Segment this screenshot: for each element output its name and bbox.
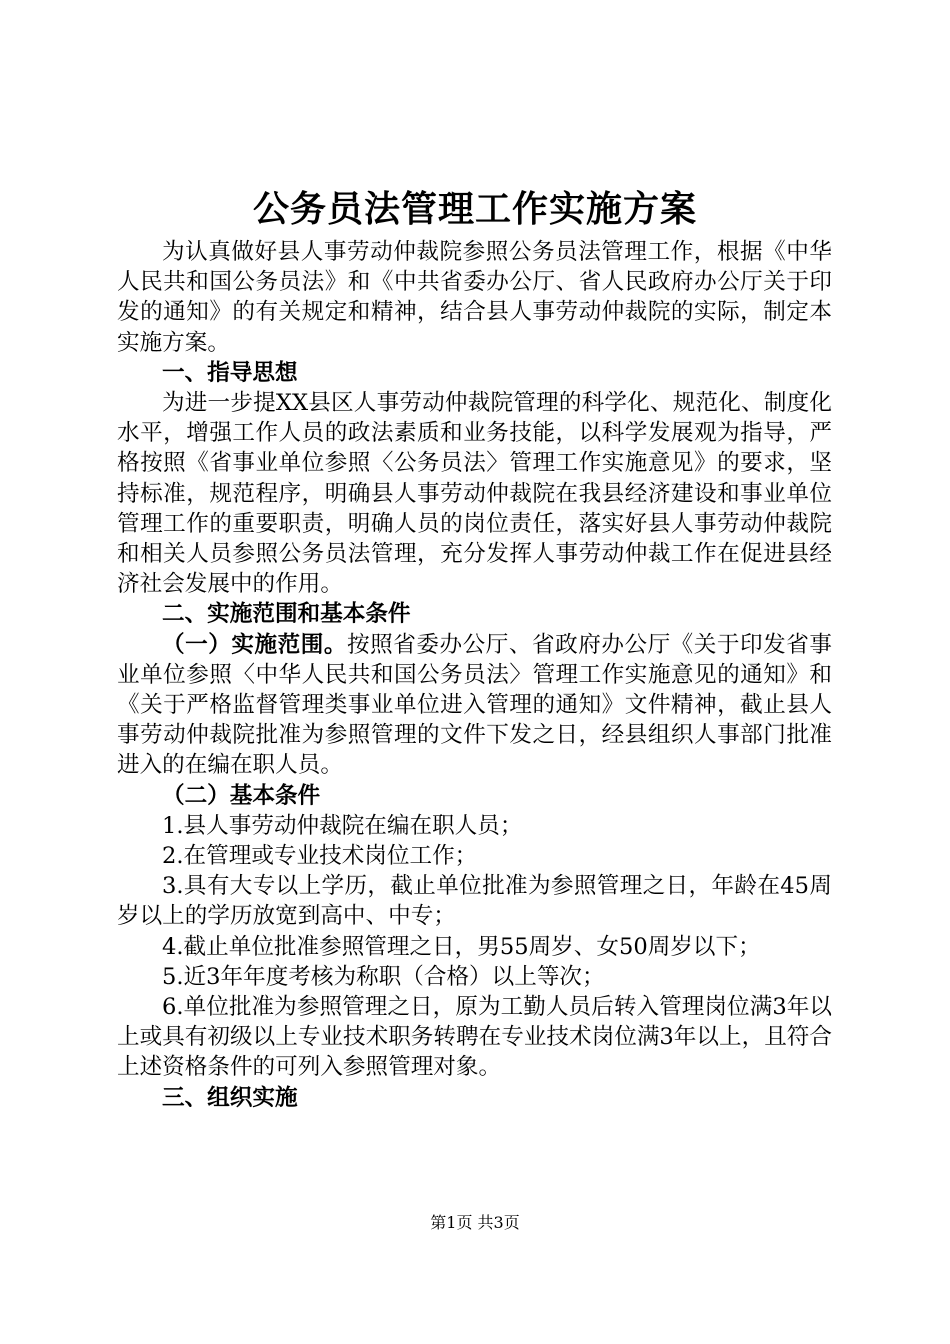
- scope-paragraph: [117, 630, 832, 781]
- scope-text: 按照省委办公厅、省政府办公厅《关于印发省事业单位参照〈中华人民共和国公务员法〉管理工作实施意见的通知》和《关于严格监督管理类事业单位进入管理的通知》文件精神，截止县人事劳动仲裁院批准为参照管理的文件下发之日，经县组织人事部门批准进入的在编在职人员。: [117, 631, 833, 779]
- condition-item: 3.具有大专以上学历，截止单位批准为参照管理之日，年龄在45周岁以上的学历放宽到高中、中专；: [117, 873, 832, 930]
- condition-item: 6.单位批准为参照管理之日，原为工勤人员后转入管理岗位满3年以上或具有初级以上专业技术职务转聘在专业技术岗位满3年以上，且符合上述资格条件的可列入参照管理对象。: [117, 994, 832, 1081]
- scope-lead: （一）实施范围。: [162, 631, 347, 658]
- section-heading-scope-conditions: 二、实施范围和基本条件: [162, 601, 411, 628]
- guiding-ideology-paragraph: 为进一步提XX县区人事劳动仲裁院管理的科学化、规范化、制度化水平，增强工作人员的政法素质和业务技能，以科学发展观为指导，严格按照《省事业单位参照〈公务员法〉管理工作实施意见》的要求，坚持标准，规范程序，明确县人事劳动仲裁院在我县经济建设和事业单位管理工作的重要职责，明确人员的岗位责任，落实好县人事劳动仲裁院和相关人员参照公务员法管理，充分发挥人事劳动仲裁工作在促进县经济社会发展中的作用。: [117, 390, 832, 598]
- condition-item: 4.截止单位批准参照管理之日，男55周岁、女50周岁以下；: [162, 933, 761, 960]
- section-heading-guiding-ideology: 一、指导思想: [162, 359, 298, 386]
- section-heading-organization: 三、组织实施: [162, 1084, 298, 1111]
- condition-item: 5.近3年年度考核为称职（合格）以上等次；: [162, 963, 605, 990]
- subsection-heading-basic-conditions: （二）基本条件: [162, 782, 321, 809]
- document-body: [117, 237, 832, 1113]
- intro-paragraph: 为认真做好县人事劳动仲裁院参照公务员法管理工作，根据《中华人民共和国公务员法》和《中共省委办公厅、省人民政府办公厅关于印发的通知》的有关规定和精神，结合县人事劳动仲裁院的实际，制定本实施方案。: [117, 239, 832, 356]
- document-title: 公务员法管理工作实施方案: [252, 188, 697, 230]
- page-footer: 第1页 共3页: [430, 1213, 520, 1232]
- condition-item: 1.县人事劳动仲裁院在编在职人员；: [162, 812, 523, 839]
- condition-item: 2.在管理或专业技术岗位工作；: [162, 843, 478, 870]
